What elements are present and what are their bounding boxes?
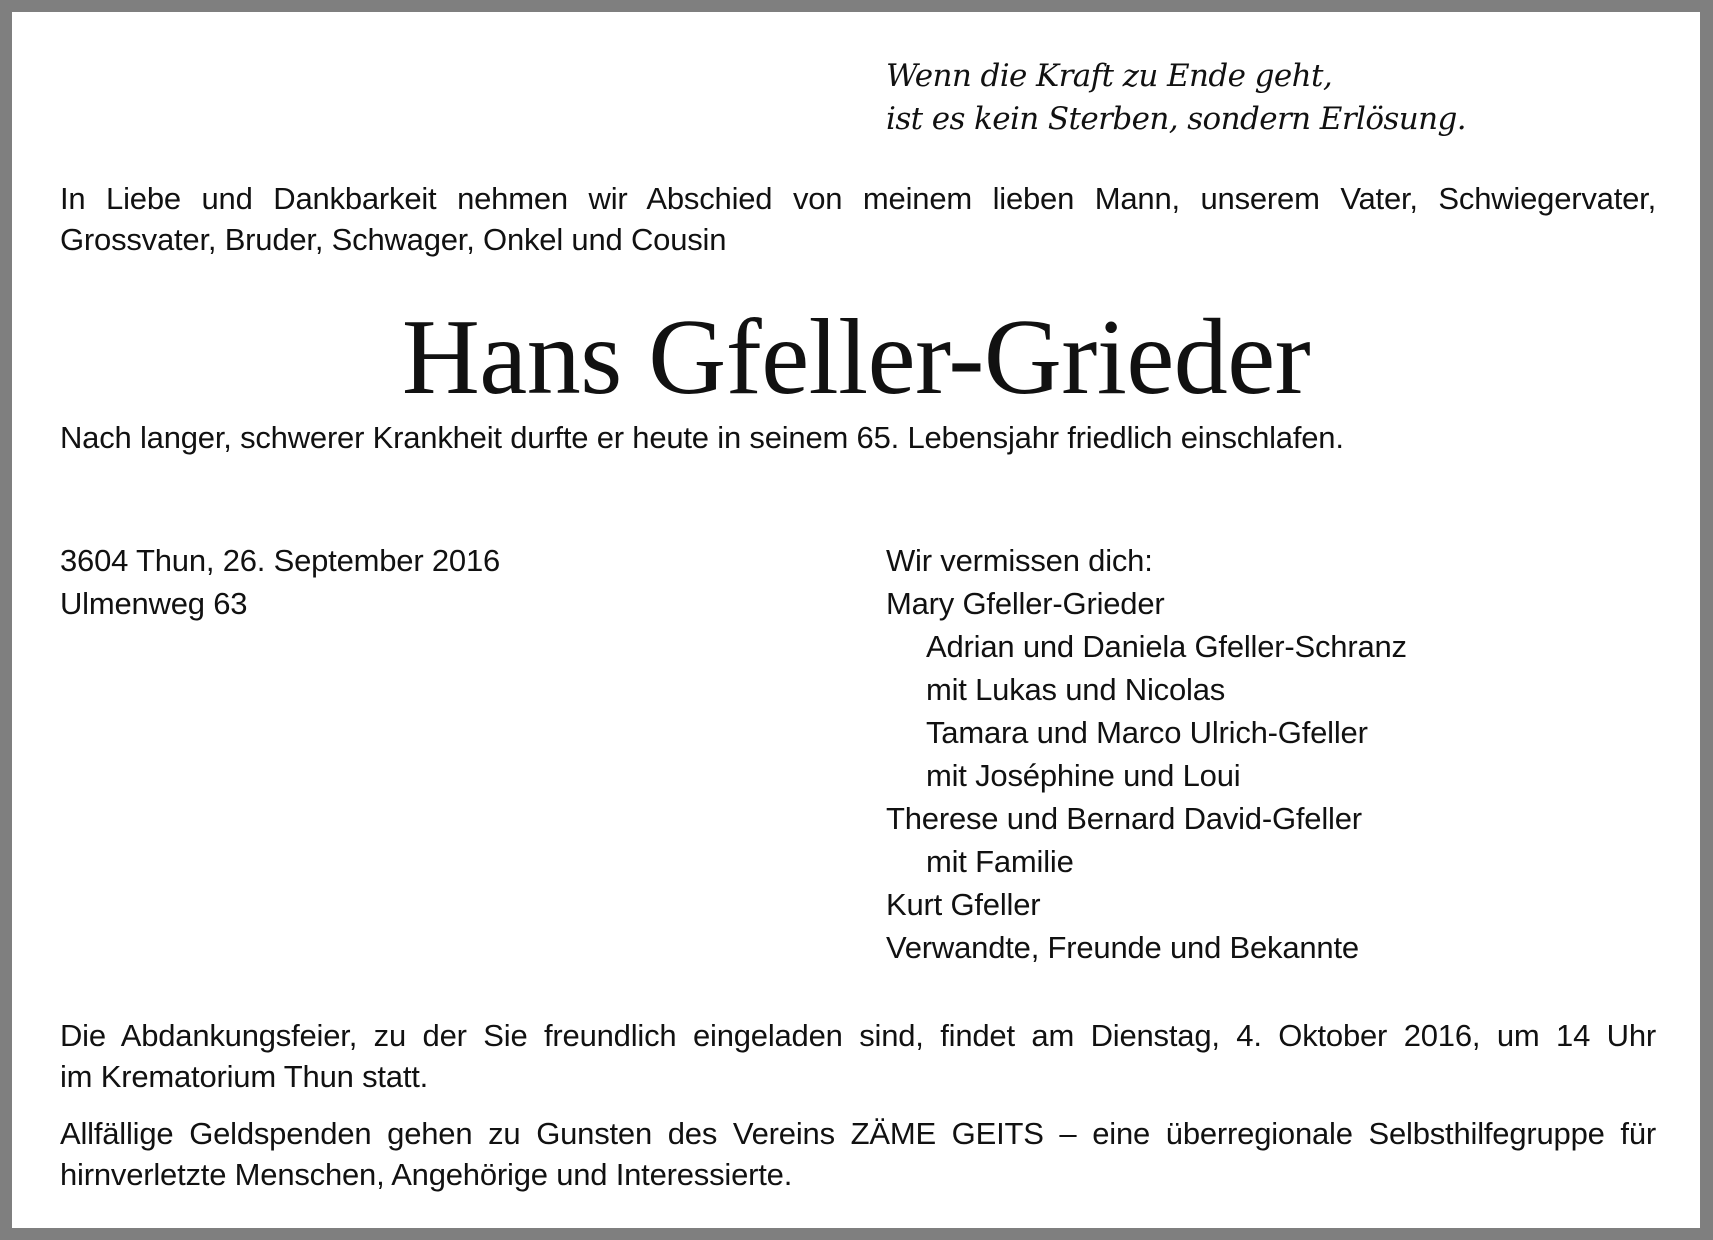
ceremony-line: Die Abdankungsfeier, zu der Sie freundlich eingeladen sind, findet am Dienstag, 4. Oktober 2016, um 14 Uhr [60,1018,1656,1053]
intro-line: Grossvater, Bruder, Schwager, Onkel und Cousin [60,222,727,257]
address: Ulmenweg 63 [60,586,248,621]
mourner-line: Tamara und Marco Ulrich-Gfeller [926,715,1368,750]
mourner-line: Verwandte, Freunde und Bekannte [886,930,1359,965]
motto-line: Wenn die Kraft zu Ende geht, [886,58,1333,94]
ceremony-paragraph [60,1015,1656,1097]
intro-line: In Liebe und Dankbarkeit nehmen wir Abschied von meinem lieben Mann, unserem Vater, Schwiegervater, [60,181,1656,216]
mourners-list [886,539,1407,969]
ceremony-line: im Krematorium Thun statt. [60,1059,429,1094]
mourner-line: Kurt Gfeller [886,887,1041,922]
mourner-line: Therese und Bernard David-Gfeller [886,801,1362,836]
donations-line: hirnverletzte Menschen, Angehörige und Interessierte. [60,1157,793,1192]
motto-quote [886,55,1466,141]
death-notice: Nach langer, schwerer Krankheit durfte er heute in seinem 65. Lebensjahr friedlich einschlafen. [60,420,1344,455]
donations-line: Allfällige Geldspenden gehen zu Gunsten des Vereins ZÄME GEITS – eine überregionale Selbsthilfegruppe für [60,1116,1656,1151]
place-date: 3604 Thun, 26. September 2016 [60,543,501,578]
intro-paragraph [60,178,1656,260]
mourner-line: Adrian und Daniela Gfeller-Schranz [926,629,1407,664]
mourner-line: mit Familie [926,844,1074,879]
mourner-line: Mary Gfeller-Grieder [886,586,1165,621]
mourner-line: mit Lukas und Nicolas [926,672,1226,707]
obituary-card [12,12,1700,1228]
motto-line: ist es kein Sterben, sondern Erlösung. [886,101,1466,137]
mourner-line: Wir vermissen dich: [886,543,1153,578]
deceased-name: Hans Gfeller-Grieder [401,298,1311,417]
donations-paragraph [60,1113,1656,1195]
mourner-line: mit Joséphine und Loui [926,758,1241,793]
